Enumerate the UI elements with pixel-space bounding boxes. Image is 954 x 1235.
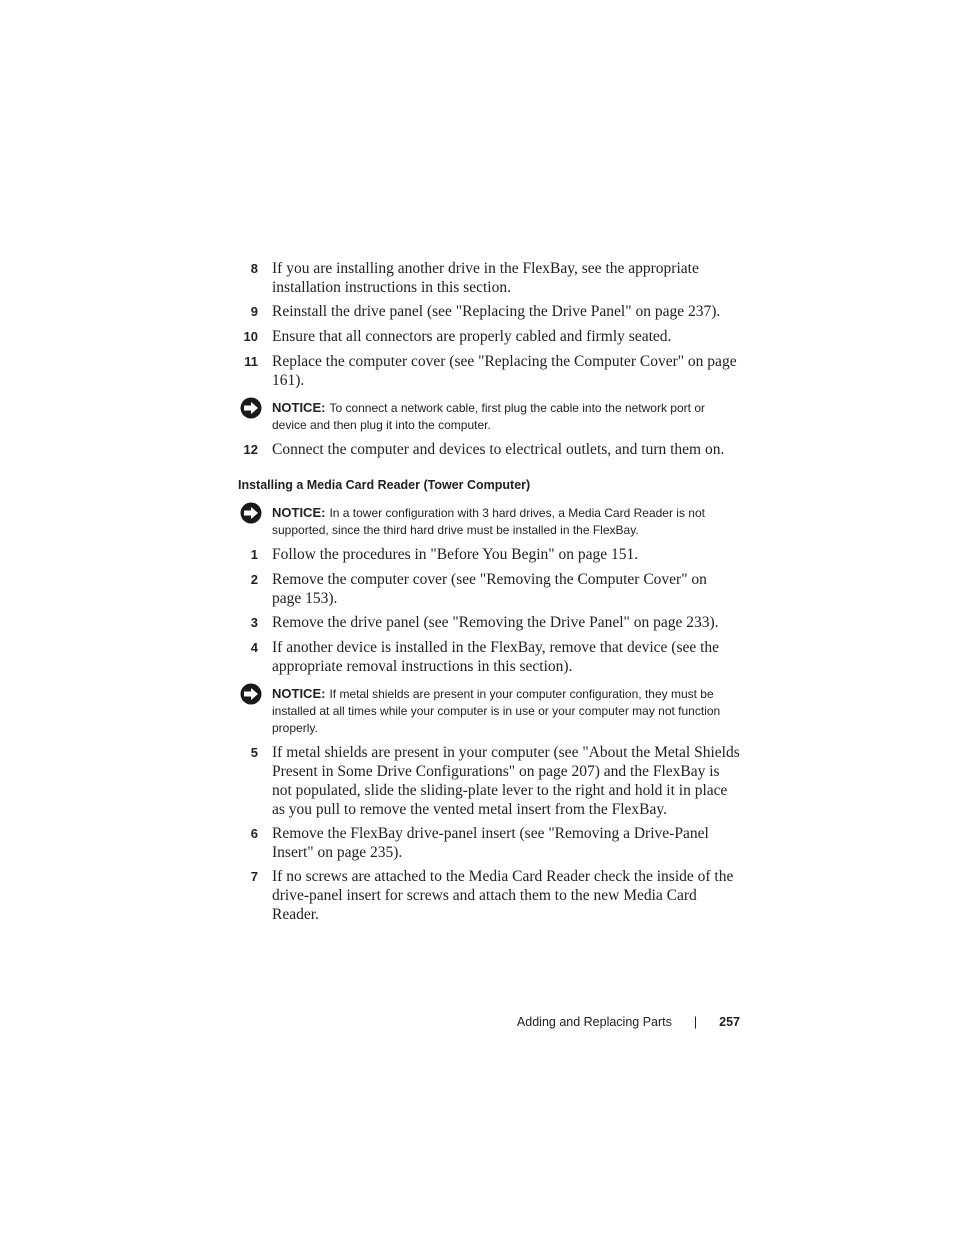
step-number: 2 (250, 572, 258, 587)
notice-metal-shields (238, 685, 740, 737)
step-number: 6 (250, 826, 258, 841)
step-text: Remove the computer cover (see "Removing the Computer Cover" on page 153). (272, 571, 707, 607)
notice-arrow-icon (240, 397, 262, 419)
notice-media-card-reader (238, 504, 740, 539)
step-text: Ensure that all connectors are properly cabled and firmly seated. (272, 328, 672, 345)
step-8 (238, 259, 740, 297)
notice-arrow-icon (240, 502, 262, 524)
notice-text: If metal shields are present in your computer configuration, they must be installed at all times while your computer is in use or your computer may not function properly. (272, 687, 721, 735)
step-number: 1 (250, 547, 258, 562)
step-2 (238, 570, 740, 608)
step-6 (238, 824, 740, 862)
step-text: Connect the computer and devices to electrical outlets, and turn them on. (272, 441, 725, 458)
step-number: 8 (250, 261, 258, 276)
step-number: 12 (243, 442, 258, 457)
step-number: 4 (250, 640, 258, 655)
step-3 (238, 613, 740, 632)
step-11 (238, 352, 740, 390)
step-text: If you are installing another drive in the FlexBay, see the appropriate installation instructions in this section. (272, 260, 699, 296)
step-1 (238, 545, 740, 564)
step-text: Replace the computer cover (see "Replacing the Computer Cover" on page 161). (272, 353, 737, 389)
notice-label: NOTICE: (272, 505, 326, 520)
footer-section-title: Adding and Replacing Parts (516, 1015, 672, 1029)
footer-separator: | (693, 1015, 698, 1029)
step-text: Remove the FlexBay drive-panel insert (see "Removing a Drive-Panel Insert" on page 235). (272, 825, 709, 861)
notice-network-cable (238, 399, 740, 434)
page-footer (517, 1015, 740, 1029)
notice-arrow-icon (240, 683, 262, 705)
step-7 (238, 867, 740, 924)
notice-text: In a tower configuration with 3 hard drives, a Media Card Reader is not supported, since the third hard drive must be installed in the FlexBay. (272, 506, 705, 537)
step-10 (238, 327, 740, 346)
notice-label: NOTICE: (272, 686, 326, 701)
step-text: Reinstall the drive panel (see "Replacing the Drive Panel" on page 237). (272, 303, 721, 320)
step-9 (238, 302, 740, 321)
step-number: 10 (243, 329, 258, 344)
step-number: 3 (250, 615, 258, 630)
step-number: 11 (244, 354, 258, 369)
step-text: Follow the procedures in "Before You Begin" on page 151. (272, 546, 639, 563)
step-5 (238, 743, 740, 819)
step-text: If another device is installed in the FlexBay, remove that device (see the appropriate removal instructions in this section). (272, 639, 720, 675)
step-text: If metal shields are present in your computer (see "About the Metal Shields Present in Some Drive Configurations" on page 207) and the FlexBay is not populated, slide the sliding-plate lever to the right and hold it in place as you pull to remove the vented metal insert from the FlexBay. (272, 744, 740, 818)
page-number: 257 (719, 1015, 740, 1029)
step-12 (238, 440, 740, 459)
step-4 (238, 638, 740, 676)
step-number: 7 (250, 869, 258, 884)
step-text: If no screws are attached to the Media Card Reader check the inside of the drive-panel insert for screws and attach them to the new Media Card Reader. (272, 868, 734, 923)
notice-text: To connect a network cable, first plug the cable into the network port or device and then plug it into the computer. (272, 401, 705, 432)
notice-label: NOTICE: (272, 400, 326, 415)
step-number: 5 (250, 745, 258, 760)
section-heading: Installing a Media Card Reader (Tower Computer) (238, 478, 531, 492)
step-number: 9 (250, 304, 258, 319)
step-text: Remove the drive panel (see "Removing the Drive Panel" on page 233). (272, 614, 719, 631)
